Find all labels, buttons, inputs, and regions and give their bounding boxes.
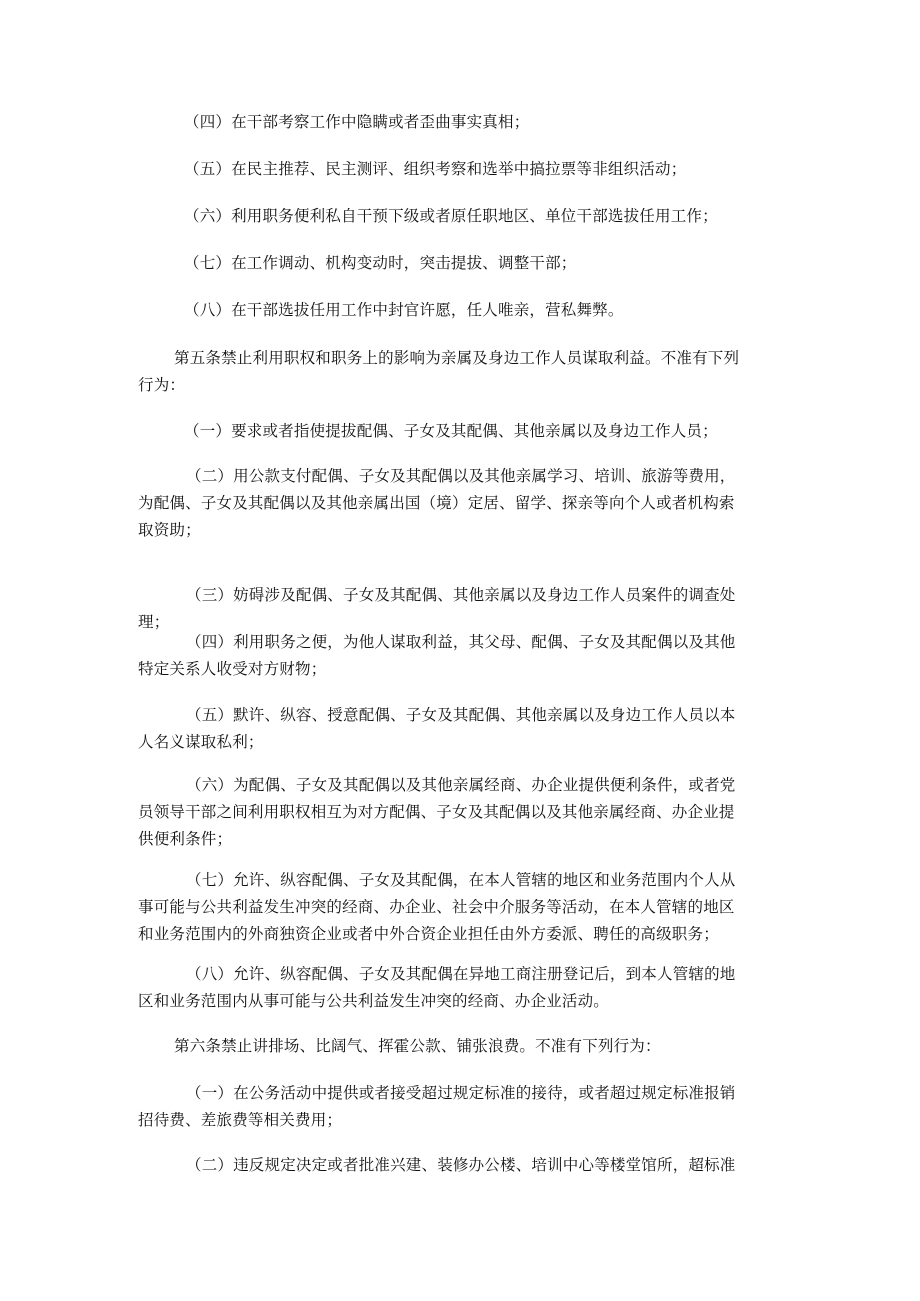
article-5-item-6: [138, 772, 736, 853]
paragraph-line: 第六条禁止讲排场、比阔气、挥霍公款、铺张浪费。不准有下列行为：: [174, 1037, 661, 1055]
paragraph-line: （三）妨碍涉及配偶、子女及其配偶、其他亲属以及身边工作人员案件的调查处: [186, 586, 736, 604]
paragraph-item-4: [184, 109, 529, 136]
paragraph-line: （六）为配偶、子女及其配偶以及其他亲属经商、办企业提供便利条件，或者党: [186, 776, 736, 794]
paragraph-line: （一）在公务活动中提供或者接受超过规定标准的接待，或者超过规定标准报销: [186, 1084, 736, 1102]
paragraph-line: 取资助；: [138, 521, 201, 539]
paragraph-item-5: [184, 156, 686, 183]
article-5-item-2: [138, 463, 736, 544]
paragraph-line: 供便利条件；: [138, 830, 233, 848]
article-5-item-4: [138, 629, 736, 683]
paragraph-line: （五）在民主推荐、民主测评、组织考察和选举中搞拉票等非组织活动；: [184, 160, 687, 178]
article-5-item-8: [138, 961, 736, 1015]
article-6-item-1: [138, 1080, 736, 1134]
paragraph-line: （一）要求或者指使提拔配偶、子女及其配偶、其他亲属以及身边工作人员；: [184, 422, 718, 440]
paragraph-line: 特定关系人收受对方财物；: [138, 660, 327, 678]
paragraph-line: （二）用公款支付配偶、子女及其配偶以及其他亲属学习、培训、旅游等费用，: [186, 467, 736, 485]
paragraph-line: 事可能与公共利益发生冲突的经商、办企业、社会中介服务等活动，在本人管辖的地区: [138, 898, 735, 916]
paragraph-line: 人名义谋取私利；: [138, 733, 264, 751]
paragraph-line: （五）默许、纵容、授意配偶、子女及其配偶、其他亲属以及身边工作人员以本: [186, 706, 736, 724]
paragraph-line: （六）利用职务便利私自干预下级或者原任职地区、单位干部选拔任用工作；: [184, 207, 718, 225]
paragraph-line: 和业务范围内的外商独资企业或者中外合资企业担任由外方委派、聘任的高级职务；: [138, 925, 719, 943]
paragraph-line: 为配偶、子女及其配偶以及其他亲属出国（境）定居、留学、探亲等向个人或者机构索: [138, 494, 735, 512]
paragraph-line: 行为：: [138, 376, 186, 394]
paragraph-line: （八）允许、纵容配偶、子女及其配偶在异地工商注册登记后，到本人管辖的地: [186, 965, 736, 983]
article-5-item-5: [138, 702, 736, 756]
article-5-item-7: [138, 867, 736, 948]
article-6-item-2: [138, 1152, 736, 1179]
paragraph-line: 招待费、差旅费等相关费用；: [138, 1111, 343, 1129]
paragraph-line: 区和业务范围内从事可能与公共利益发生冲突的经商、办企业活动。: [138, 992, 610, 1010]
paragraph-line: 第五条禁止利用职权和职务上的影响为亲属及身边工作人员谋取利益。不准有下列: [174, 349, 740, 367]
paragraph-line: （七）在工作调动、机构变动时，突击提拔、调整干部；: [184, 254, 577, 272]
paragraph-line: （七）允许、纵容配偶、子女及其配偶，在本人管辖的地区和业务范围内个人从: [186, 871, 736, 889]
paragraph-line: 员领导干部之间利用职权相互为对方配偶、子女及其配偶以及其他亲属经商、办企业提: [138, 803, 735, 821]
paragraph-line: （四）在干部考察工作中隐瞒或者歪曲事实真相；: [184, 113, 530, 131]
article-5-item-3: [138, 582, 736, 636]
paragraph-line: （八）在干部选拔任用工作中封官许愿，任人唯亲，营私舞弊。: [184, 301, 624, 319]
article-5-heading: [138, 345, 739, 399]
paragraph-item-7: [184, 250, 577, 277]
article-5-item-1: [184, 418, 718, 445]
paragraph-item-6: [184, 203, 718, 230]
paragraph-line: （四）利用职务之便，为他人谋取利益，其父母、配偶、子女及其配偶以及其他: [186, 633, 736, 651]
paragraph-item-8: [184, 297, 624, 324]
article-6-heading: [138, 1033, 661, 1060]
paragraph-line: （二）违反规定决定或者批准兴建、装修办公楼、培训中心等楼堂馆所，超标准: [186, 1156, 736, 1174]
paragraph-line: 理；: [138, 613, 170, 631]
